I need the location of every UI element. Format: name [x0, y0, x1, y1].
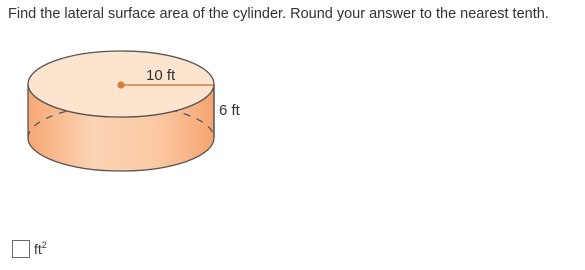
height-label: 6 ft [219, 102, 240, 119]
center-dot [117, 81, 124, 88]
unit-base: ft [34, 241, 42, 257]
answer-input[interactable] [12, 240, 30, 258]
unit-label [34, 240, 47, 258]
unit-exponent: 2 [41, 240, 47, 250]
question-text: Find the lateral surface area of the cylinder. Round your answer to the nearest tenth. [8, 6, 549, 22]
answer-row [12, 240, 47, 258]
cylinder-figure [0, 0, 300, 220]
radius-label: 10 ft [146, 67, 176, 84]
